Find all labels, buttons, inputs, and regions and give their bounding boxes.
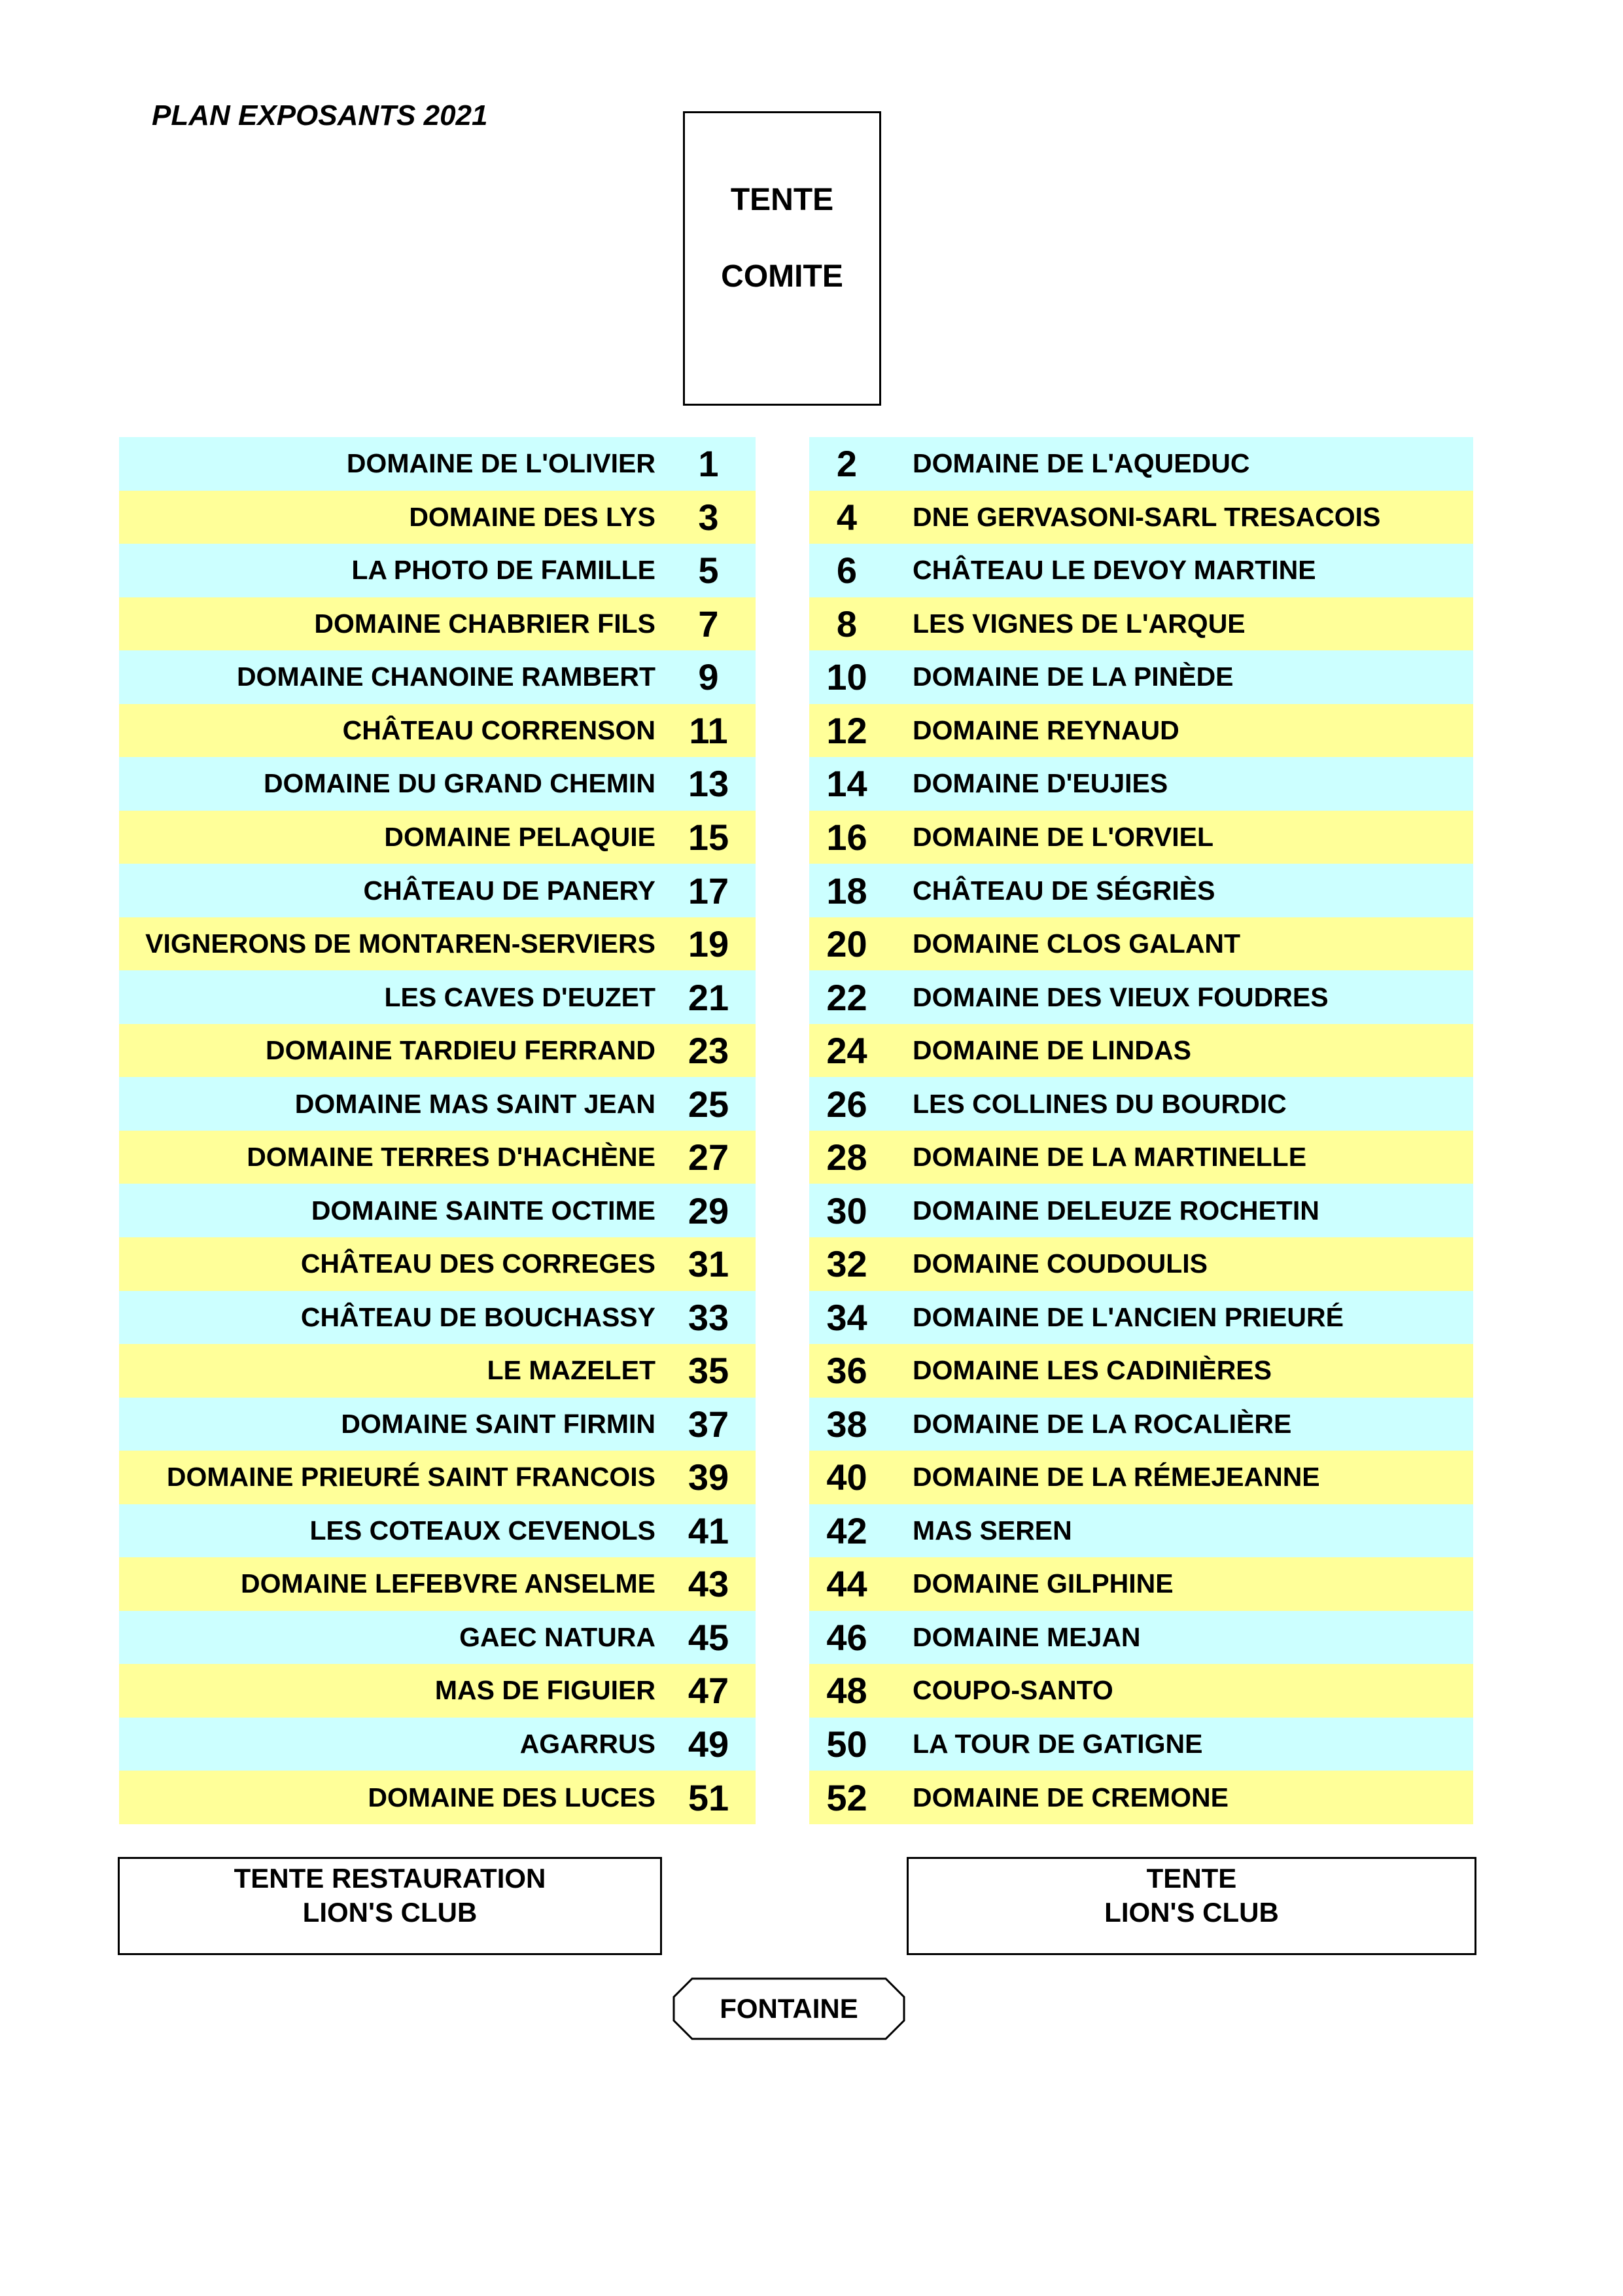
exhibitor-row [119,1664,756,1718]
stand-number: 25 [688,1083,729,1125]
exhibitor-row [119,757,756,811]
exhibitor-name: DOMAINE MAS SAINT JEAN [294,1088,655,1119]
stand-number: 13 [688,763,729,805]
exhibitor-row [809,1184,1473,1237]
stand-number: 48 [826,1670,867,1712]
exhibitor-name: DOMAINE DES VIEUX FOUDRES [913,981,1329,1012]
exhibitor-name: DOMAINE DE LA ROCALIÈRE [913,1408,1292,1439]
exhibitor-name: DOMAINE LEFEBVRE ANSELME [240,1568,655,1599]
exhibitor-name: DOMAINE GILPHINE [913,1568,1174,1599]
exhibitor-name: DOMAINE CLOS GALANT [913,928,1241,959]
exhibitor-name: LES COTEAUX CEVENOLS [309,1515,655,1545]
stand-number: 12 [826,709,867,751]
exhibitor-row [809,1504,1473,1558]
exhibitor-row [119,1771,756,1824]
stand-number: 39 [688,1457,729,1498]
exhibitor-name: DOMAINE MEJAN [913,1621,1141,1652]
tent-comite-box [683,111,881,406]
exhibitor-row [809,544,1473,597]
fontaine-box [672,1977,905,2040]
exhibitor-name: CHÂTEAU DE SÉGRIÈS [913,875,1215,906]
exhibitor-row [809,1024,1473,1078]
stand-number: 29 [688,1190,729,1231]
tent-comite-line2: COMITE [721,259,843,294]
tent-lions-club-box [907,1857,1476,1955]
exhibitor-row [119,650,756,704]
exhibitor-name: MAS SEREN [913,1515,1072,1545]
stand-number: 5 [698,550,719,592]
stand-number: 23 [688,1030,729,1072]
stand-number: 32 [826,1243,867,1285]
stand-number: 35 [688,1350,729,1392]
exhibitor-name: CHÂTEAU DE PANERY [363,875,655,906]
exhibitor-name: DOMAINE D'EUJIES [913,768,1168,799]
stand-number: 45 [688,1616,729,1658]
exhibitor-name: DOMAINE DES LYS [409,501,655,532]
exhibitor-row [809,757,1473,811]
exhibitor-row [119,1024,756,1078]
tent-comite-line1: TENTE [730,183,834,217]
stand-number: 11 [689,709,728,751]
stand-number: 16 [826,816,867,858]
exhibitor-row [119,1237,756,1291]
stand-number: 33 [688,1296,729,1338]
stand-number: 40 [826,1457,867,1498]
stand-number: 50 [826,1723,867,1765]
exhibitor-row [119,597,756,651]
stand-number: 19 [688,923,729,965]
exhibitor-row [809,1131,1473,1184]
stand-number: 3 [698,496,719,538]
left-exhibitor-column [119,437,756,1824]
stand-number: 47 [688,1670,729,1712]
exhibitor-name: DOMAINE DE L'AQUEDUC [913,448,1250,479]
exhibitor-row [809,1664,1473,1718]
exhibitor-row [809,1291,1473,1345]
stand-number: 9 [698,656,719,698]
exhibitor-name: DOMAINE SAINTE OCTIME [311,1195,655,1226]
exhibitor-name: DOMAINE PELAQUIE [384,821,655,852]
stand-number: 36 [826,1350,867,1392]
stand-number: 4 [836,496,858,538]
stand-number: 6 [836,550,858,592]
exhibitor-row [809,437,1473,491]
exhibitor-row [809,704,1473,758]
exhibitor-name: DOMAINE REYNAUD [913,715,1179,745]
exhibitor-row [809,970,1473,1024]
stand-number: 27 [688,1137,729,1178]
exhibitor-row [809,491,1473,544]
stand-number: 21 [688,976,729,1018]
exhibitor-row [119,1557,756,1611]
fontaine-label: FONTAINE [720,1993,858,2024]
stand-number: 2 [836,443,858,485]
stand-number: 31 [688,1243,729,1285]
exhibitor-row [119,1291,756,1345]
exhibitor-name: DOMAINE PRIEURÉ SAINT FRANCOIS [166,1462,655,1492]
exhibitor-row [119,1131,756,1184]
tent-restauration-line2: LION'S CLUB [302,1897,478,1928]
exhibitor-row [119,1344,756,1398]
stand-number: 38 [826,1403,867,1445]
stand-number: 26 [826,1083,867,1125]
stand-number: 7 [698,603,719,645]
exhibitor-name: DOMAINE DE LINDAS [913,1035,1191,1066]
exhibitor-row [119,1184,756,1237]
exhibitor-row [119,1611,756,1665]
exhibitor-row [809,1557,1473,1611]
exhibitor-row [809,650,1473,704]
exhibitor-row [119,1718,756,1771]
exhibitor-name: DOMAINE DES LUCES [368,1782,655,1812]
exhibitor-row [809,597,1473,651]
exhibitor-name: DOMAINE CHABRIER FILS [314,608,655,639]
stand-number: 42 [826,1510,867,1551]
stand-number: 46 [826,1616,867,1658]
stand-number: 43 [688,1563,729,1605]
exhibitor-name: DOMAINE DE L'OLIVIER [346,448,655,479]
exhibitor-row [119,970,756,1024]
exhibitor-row [119,491,756,544]
stand-number: 28 [826,1137,867,1178]
stand-number: 52 [826,1776,867,1818]
stand-number: 51 [688,1776,729,1818]
exhibitor-name: CHÂTEAU DES CORREGES [300,1248,655,1279]
exhibitor-row [119,917,756,971]
stand-number: 17 [688,870,729,911]
exhibitor-row [119,544,756,597]
stand-number: 44 [826,1563,867,1605]
stand-number: 10 [826,656,867,698]
tent-lions-line2: LION'S CLUB [1104,1897,1279,1928]
exhibitor-name: VIGNERONS DE MONTAREN-SERVIERS [145,928,655,959]
exhibitor-row [809,917,1473,971]
exhibitor-row [809,1398,1473,1451]
tent-restauration-box [118,1857,662,1955]
exhibitor-row [119,704,756,758]
exhibitor-name: LES COLLINES DU BOURDIC [913,1088,1287,1119]
exhibitor-name: DOMAINE DE LA RÉMEJEANNE [913,1462,1320,1492]
exhibitor-name: DOMAINE DE CREMONE [913,1782,1229,1812]
exhibitor-name: LA TOUR DE GATIGNE [913,1729,1203,1759]
exhibitor-name: LE MAZELET [487,1355,655,1386]
exhibitor-name: LA PHOTO DE FAMILLE [351,555,655,586]
right-exhibitor-column [809,437,1473,1824]
exhibitor-name: DOMAINE DU GRAND CHEMIN [263,768,655,799]
stand-number: 30 [826,1190,867,1231]
stand-number: 22 [826,976,867,1018]
stand-number: 8 [836,603,858,645]
exhibitor-name: CHÂTEAU DE BOUCHASSY [300,1301,655,1332]
exhibitor-row [119,1451,756,1504]
exhibitor-name: MAS DE FIGUIER [434,1675,655,1706]
stand-number: 14 [826,763,867,805]
exhibitor-name: DOMAINE CHANOINE RAMBERT [236,662,655,692]
exhibitor-row [809,1344,1473,1398]
exhibitor-name: DOMAINE SAINT FIRMIN [341,1408,655,1439]
stand-number: 34 [826,1296,867,1338]
exhibitor-row [809,1611,1473,1665]
stand-number: 15 [688,816,729,858]
exhibitor-name: DOMAINE TARDIEU FERRAND [265,1035,655,1066]
stand-number: 20 [826,923,867,965]
exhibitor-row [809,1771,1473,1824]
exhibitor-name: LES VIGNES DE L'ARQUE [913,608,1246,639]
exhibitor-name: CHÂTEAU LE DEVOY MARTINE [913,555,1316,586]
exhibitor-row [119,864,756,917]
exhibitor-name: CHÂTEAU CORRENSON [342,715,655,745]
exhibitor-name: DOMAINE DELEUZE ROCHETIN [913,1195,1319,1226]
exhibitor-name: DOMAINE DE L'ORVIEL [913,821,1214,852]
exhibitor-name: DOMAINE TERRES D'HACHÈNE [247,1142,655,1173]
exhibitor-row [119,1077,756,1131]
page-title: PLAN EXPOSANTS 2021 [152,99,488,132]
exhibitor-row [809,1451,1473,1504]
exhibitor-row [119,811,756,864]
exhibitor-row [119,1504,756,1558]
exhibitor-row [809,1237,1473,1291]
exhibitor-row [809,864,1473,917]
exhibitor-name: AGARRUS [519,1729,655,1759]
stand-number: 49 [688,1723,729,1765]
exhibitor-name: DOMAINE LES CADINIÈRES [913,1355,1272,1386]
exhibitor-name: DOMAINE DE LA MARTINELLE [913,1142,1307,1173]
exhibitor-row [119,437,756,491]
stand-number: 1 [698,443,719,485]
exhibitor-name: COUPO-SANTO [913,1675,1113,1706]
tent-restauration-line1: TENTE RESTAURATION [234,1863,546,1894]
stand-number: 24 [826,1030,867,1072]
exhibitor-row [809,811,1473,864]
exhibitor-row [809,1077,1473,1131]
exhibitor-row [809,1718,1473,1771]
exhibitor-name: DOMAINE COUDOULIS [913,1248,1208,1279]
stand-number: 41 [688,1510,729,1551]
stand-number: 18 [826,870,867,911]
exhibitor-name: GAEC NATURA [459,1621,655,1652]
exhibitor-name: LES CAVES D'EUZET [384,981,655,1012]
exhibitor-name: DOMAINE DE L'ANCIEN PRIEURÉ [913,1301,1344,1332]
exhibitor-row [119,1398,756,1451]
tent-lions-line1: TENTE [1146,1863,1237,1894]
stand-number: 37 [688,1403,729,1445]
exhibitor-name: DOMAINE DE LA PINÈDE [913,662,1234,692]
exhibitor-name: DNE GERVASONI-SARL TRESACOIS [913,501,1381,532]
